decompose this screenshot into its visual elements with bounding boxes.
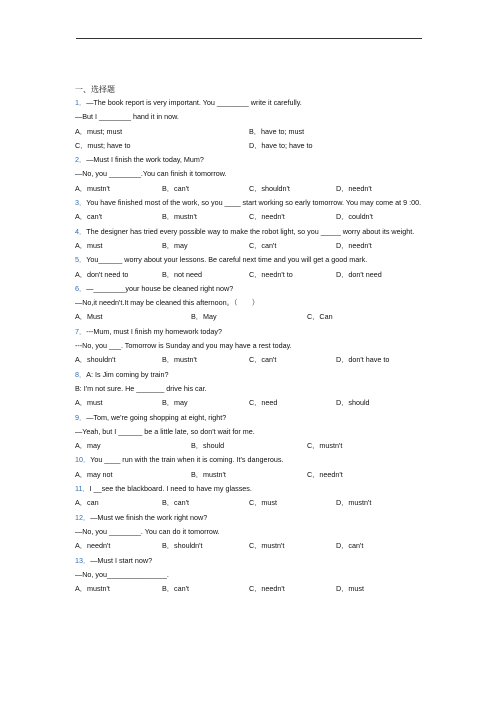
option-c: C．mustn't — [249, 541, 285, 551]
question-number: 12． — [75, 512, 91, 522]
question-text: The designer has tried every possible way to make the robot light, so you _____ worry about its weight. — [86, 226, 415, 236]
question-6 — [75, 282, 425, 296]
question-number: 13． — [75, 555, 91, 565]
option-d: D．needn't — [336, 183, 372, 193]
options-row — [75, 582, 425, 596]
question-number: 9． — [75, 412, 87, 422]
option-d: D．don't have to — [336, 355, 390, 365]
option-c: C．must — [249, 498, 277, 508]
option-c: C．Can — [307, 312, 333, 322]
option-c: C．need — [249, 398, 278, 408]
options-row — [75, 182, 425, 196]
question-text: ---Mum, must I finish my homework today? — [86, 326, 222, 336]
options-row — [75, 139, 425, 153]
question-text: You______ worry about your lessons. Be careful next time and you will get a good mark. — [86, 255, 368, 265]
question-10 — [75, 453, 425, 467]
question-9 — [75, 411, 425, 425]
question-text-line: —No, you ________.You can finish it tomorrow. — [75, 169, 227, 179]
question-11 — [75, 482, 425, 496]
option-c: C．needn't — [249, 584, 285, 594]
option-b: B．can't — [162, 584, 189, 594]
option-d: D．couldn't — [336, 212, 373, 222]
question-text-line: B: I'm not sure. He _______ drive his car. — [75, 383, 207, 393]
question-8 — [75, 368, 425, 382]
option-b: B．may — [162, 240, 188, 250]
header-rule — [76, 38, 422, 39]
question-5 — [75, 253, 425, 267]
question-text: You have finished most of the work, so you ____ start working so early tomorrow. You may come at 9 :00. — [86, 198, 422, 208]
question-2 — [75, 153, 425, 167]
options-row — [75, 239, 425, 253]
option-d: D．don't need — [336, 269, 382, 279]
option-a: A．mustn't — [75, 584, 110, 594]
option-b: B．shouldn't — [162, 541, 203, 551]
option-b: B．should — [191, 441, 225, 451]
option-d: D．must — [336, 584, 364, 594]
question-text: You ____ run with the train when it is coming. It's dangerous. — [90, 455, 284, 465]
option-a: A．don't need to — [75, 269, 129, 279]
question-text: A: Is Jim coming by train? — [86, 369, 169, 379]
question-12 — [75, 511, 425, 525]
question-text: —Must I start now? — [90, 555, 153, 565]
option-b: B．can't — [162, 183, 189, 193]
question-13 — [75, 554, 425, 568]
option-d: D．mustn't — [336, 498, 372, 508]
option-c: C．mustn't — [307, 441, 343, 451]
question-list — [75, 83, 425, 596]
option-c: C．must; have to — [75, 140, 131, 150]
option-c: C．needn't to — [249, 269, 293, 279]
question-text-line: —No,it needn't.It may be cleaned this afternoon。（ ） — [75, 298, 259, 308]
question-text: —Must I finish the work today, Mum? — [86, 155, 204, 165]
option-a: A．Must — [75, 312, 103, 322]
options-row — [75, 310, 425, 324]
options-row — [75, 353, 425, 367]
question-text: —The book report is very important. You ________ write it carefully. — [86, 98, 302, 107]
question-number: 5． — [75, 255, 87, 265]
options-row — [75, 210, 425, 224]
option-b: B．mustn't — [162, 212, 197, 222]
question-number: 8． — [75, 369, 87, 379]
options-row — [75, 268, 425, 282]
option-a: A．needn't — [75, 541, 111, 551]
option-b: B．May — [191, 312, 217, 322]
option-c: C．needn't — [249, 212, 285, 222]
option-d: D．needn't — [336, 240, 372, 250]
option-b: B．may — [162, 398, 188, 408]
question-text-line: ---No, you ___. Tomorrow is Sunday and you may have a rest today. — [75, 341, 292, 351]
options-row — [75, 468, 425, 482]
option-a: A．may — [75, 441, 101, 451]
question-number: 4． — [75, 226, 87, 236]
question-text: —Must we finish the work right now? — [90, 512, 208, 522]
question-number: 1． — [75, 98, 87, 107]
question-text: —Tom, we're going shopping at eight, right? — [86, 412, 227, 422]
option-c: C．can't — [249, 355, 277, 365]
option-a: A．can't — [75, 212, 102, 222]
options-row — [75, 125, 425, 139]
options-row — [75, 396, 425, 410]
options-row — [75, 439, 425, 453]
question-number: 6． — [75, 283, 87, 293]
question-number: 2． — [75, 155, 87, 165]
option-b: B．can't — [162, 498, 189, 508]
question-number: 7． — [75, 326, 87, 336]
option-a: A．must; must — [75, 126, 123, 136]
question-number: 11． — [75, 484, 90, 494]
option-b: B．have to; must — [249, 126, 305, 136]
options-row — [75, 496, 425, 510]
option-c: C．shouldn't — [249, 183, 290, 193]
option-b: B．mustn't — [162, 355, 197, 365]
question-text: —________your house be cleaned right now? — [86, 283, 234, 293]
option-c: C．needn't — [307, 469, 343, 479]
question-text: I __see the blackboard. I need to have my glasses. — [89, 484, 252, 494]
option-d: D．have to; have to — [249, 140, 313, 150]
options-row — [75, 539, 425, 553]
option-d: D．should — [336, 398, 370, 408]
option-d: D．can't — [336, 541, 364, 551]
question-text-line: —Yeah, but I ______ be a little late, so don't wait for me. — [75, 426, 255, 436]
question-text-line: —No, you ________. You can do it tomorrow. — [75, 526, 220, 536]
question-7 — [75, 325, 425, 339]
option-a: A．shouldn't — [75, 355, 116, 365]
option-a: A．must — [75, 240, 103, 250]
option-c: C．can't — [249, 240, 277, 250]
option-a: A．must — [75, 398, 103, 408]
option-a: A．mustn't — [75, 183, 110, 193]
option-b: B．not need — [162, 269, 202, 279]
section-heading: 一、选择题 — [75, 85, 115, 94]
question-number: 10． — [75, 455, 91, 465]
option-b: B．mustn't — [191, 469, 226, 479]
option-a: A．may not — [75, 469, 113, 479]
question-text-line: —No, you_______________. — [75, 569, 169, 579]
option-a: A．can — [75, 498, 99, 508]
question-3 — [75, 196, 425, 210]
question-text-line: —But I ________ hand it in now. — [75, 112, 179, 122]
question-number: 3． — [75, 198, 87, 208]
question-4 — [75, 225, 425, 239]
question-1 — [75, 96, 425, 110]
